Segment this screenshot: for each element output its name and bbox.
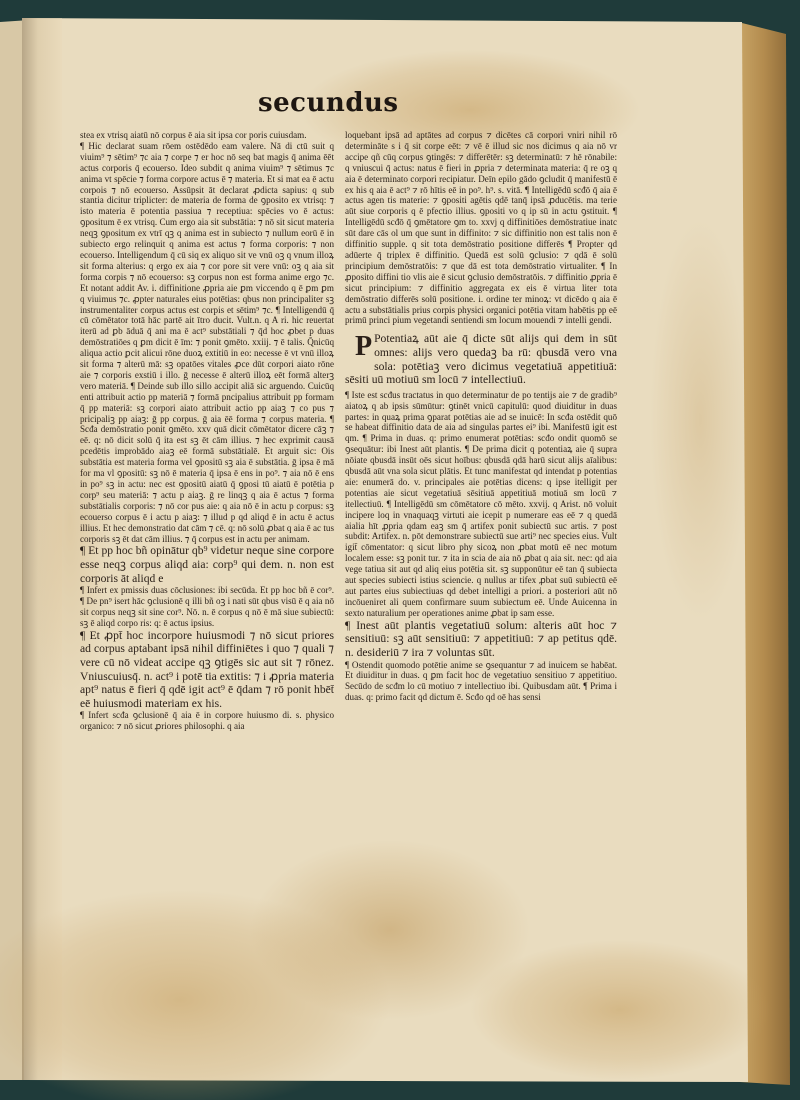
left-column xyxy=(80,130,334,890)
right-aristotle-text-1 xyxy=(345,332,617,386)
stain-bottom-right xyxy=(470,940,770,1080)
left-aristotle-text-2: ¶ Et ꝓpt̄ hoc incorpore huiusmodi ⁊ nō sicut priores ad corpus aptabant ipsā nihil diffiniētes i quo ⁊ quali ⁊ vere cū nō videat accipe qꝫ ꝯtigēs sic aut sit ⁊ rōnez. Vniuscuiusq̄. n. act⁹ i potē tia extitis: ⁊ i ꝓpria materia apt⁹ natus ē fieri q̄ qdē igit act⁹ ē q̄dam ⁊ rō ponit hbēt̄ eē huiusmodi materiam ex his. xyxy=(80,628,334,710)
right-column xyxy=(345,130,617,890)
left-commentary-4: ¶ Infert scđa ꝯclusionē q̄ aia ē in corpore huiusmo di. s. physico organico: ⁊ nō sicut ꝓriores philosophi. q aia xyxy=(80,710,334,732)
running-head: secundus xyxy=(258,88,399,118)
left-commentary-2: ¶ Hic declarat suam rōem ostēdēdo eam valere. Nā di ctū suit q viuim⁹ ⁊ sētim⁹ ⁊c aia ⁊ corpe ⁊ er hoc nō seq bat magis q̄ anima ēēt actus corporis q̄ ecouerso. Ideo subdit q anima viuim⁹ ⁊ sētimus ⁊c anima vt spēcie ⁊ forma corpore actus ē ⁊ materia. Et si mat ea ē actu corpois ⁊ nō ecouerso. Assūpsit āt declarat ꝓdicta sapius: q sub stantia dicitur triplicter: de materia de forma de ꝯposito ex vtrisq: ⁊ isto materia ē potentia passiua ⁊ receptiua: spēcies vo ē actus: ꝯpositum ē ex vtrisq. Cum ergo aia sit substātia: ⁊ nō sit sicut materia neqꝫ ꝯpositum ex vtrī qꝫ q anima est in subiecto ⁊ nullum eorū ē in subiecto ergo relinquit q anima est actus ⁊ forma corporis: ⁊ non ecouerso. Intelligendum q̄ cū siq ex aliquo sit ve vnū oꝫ q vnum illoꝝ sit forma alterius: q ergo ex aia ⁊ cor pore sit vere vnū: oꝫ q aia sit forma corpis ⁊ nō ecouerso: sꝫ corpus non est forma anime ergo ⁊c. Et notant addit Av. i. diffinitione ꝓpria aie ꝑm viccendo q ē ꝑm ꝑm q viuimus ⁊c. ꝓpter naturales eius potētias: qbus non principaliter sꝫ instrumentaliter corpus actus est corpis et sētim⁹ ⁊c. ¶ Intelligendū q̄ cū cōmētator totā hāc partē ait ītro ducit. Vult.n. q A ri. hic reuertat iterū ad ꝑb āduā q̄ ani ma ē act⁹ substātiali ⁊ q̄d hoc ꝓbet p duas demōstratiōes q ꝑm dicit ē īm: ⁊ ponit ꝯmēto. xxiij. ⁊ ē talis. Q̄nicūq aliqua actio ꝑcit alicui rōne duoꝝ extitiū in eo: necesse ē vt vnū illoꝝ sit forma ⁊ alterū mā: sꝫ opatōes vitales ꝓce dūt corpori aiato rōne aie ⁊ corporis exstiū i illo. ḡ necesse ē alterū illoꝝ eēt formā alterꝫ vero materiā. ¶ Deinde sub illo sillo accipit aliā sic arguendo. Cuicūq enti attribuit actio pp materiā ⁊ formā pncipalius attribuit pp formam q̄ pp materiā: sꝫ corpori aiato attribuit actio pp aiaꝫ ⁊ co pus ⁊ pricipaliꝫ pp aiaꝫ: ḡ pp corpus. ḡ aia ēē forma ⁊ corpus materia. ¶ Scđa demōstratio ponit ꝯmēto. xxv quā dicit cōmētator dicere cāꝫ ⁊ eē. q: nō dicit solū q̄ ita est sꝫ ēt cām illius. ⁊ hec exprimit causā pcedētis improbādo aiaꝫ eē formā substātialē. Et arguit sic: Ois substātia est materia forma vel ꝯpositū sꝫ aia ē substātia. ḡ ipsa ē mā for ma vl ꝯpositū: sꝫ nō ē materia q̄ ipsa ē ens in po⁹. ⁊ aia nō ē ens in po⁹ sꝫ in actu: nec est ꝯpositū aiatū q̄ ꝯposi tū aiatū ē potētia p corp⁹ seu materiā: ⁊ actu p aiaꝫ. ḡ re linqꝫ q aia ē actus ⁊ forma substātialis corporis: ⁊ nō cor pus aie: q aia nō ē in actu p corpus: sꝫ ecouerso corpus ē i actu p aiaꝫ: ⁊ illud p qd aliqd ē in actu ē actus illius. Et hec demonstratio dat cām ⁊ cē. q: nō solū ꝓbat q aia ē ac tus corporis sꝫ ēt dat cām illius. ⁊ q̄ corpus est in actu per animam. xyxy=(80,140,334,544)
right-aristotle-text-1-body: Potentiaꝝ aūt aie q̄ dicte sūt alijs qui dem in sūt omnes: alijs vero quedaꝫ ba rū: qbusdā vero vna sola: potētiaꝫ vero dicimus vegetatiuā appetitiuā: sēsiti uū motiuū sm locū ⁊ intellectiuū. xyxy=(345,332,617,387)
drop-cap-letter: P xyxy=(355,331,373,363)
left-aristotle-text-1: ¶ Et pp hoc bñ opinātur qb⁹ videtur neque sine corpore esse neqꝫ corpus aliqd aia: corp⁹ qui dem. n. non est corporis āt aliqd e xyxy=(80,544,334,585)
left-commentary-3: ¶ Infert ex pmissis duas cōclusiones: ibi secūda. Et pp hoc bñ ē cor⁹. ¶ De pn⁹ isert hāc ꝯclusionē q illi bñ oꝫ i nati sūt qbus visū ē q aia nō sit corpus neqꝫ sit sine cor⁹. Nō. n. ē corpus q nō ē mā siue subiectū: sꝫ ē aliqd corpo ris: q: ē actus ipsius. xyxy=(80,585,334,628)
left-commentary-1: stea ex vtrisq aiatū nō corpus ē aia sit ipsa cor poris cuiusdam. xyxy=(80,130,307,140)
right-aristotle-text-2: ¶ Inest aūt plantis vegetatiuū solum: alteris aūt hoc ⁊ sensitiuū: sꝫ aūt sensitiuū: ⁊ appetitiuū: ⁊ ap petitus qdē. n. desideriū ⁊ ira ⁊ voluntas sūt. xyxy=(345,618,617,659)
right-commentary-3: ¶ Ostendit quomodo potētie anime se ꝯsequantur ⁊ ad inuicem se habēat. Et diuiditur in duas. q ꝑm facit hoc de vegetatiuo sensitiuo ⁊ appetitiuo. Secūdo de scđm lo cū motiuo ⁊ intellectiuo ibi. Quibusdam aūt. ¶ Prima i duas. q: primo facit qd dictum ē. Scđo qd oē has sensi xyxy=(345,659,617,703)
right-commentary-1: loquebant ipsā ad aptātes ad corpus ⁊ dicētes cā corpori vniri nihil rō determināte s i q̄ sit corpe eēt: ⁊ vē ē illud sic nos dicimus q aia nō vr accipe qñ cūq corpus ꝯtingēs: ⁊ differētēr: sꝫ determinatū: ⁊ hē rōnabile: q vniuscui q̄ actus: natus ē fieri in ꝓpria ⁊ determinata materia: q̄ re oꝫ q aia ē determinato corpori recipiatur. Deīn epilo gādo ꝯcludit q̄ manifestū ē ex his q aia ē act⁹ ⁊ rō hītis eē in po⁹. h⁹. s. vitā. ¶ Intelligēdū scđō q̄ aia ē actus agen tis materie: ⁊ ꝯpositi agētis qdē tanq̄ ipsā ꝓducētis. ma terie aūt siue corporis q ē pfectio illius. ꝯpositi vo q ip sū in actu ꝯstituit. ¶ Intelligēdū scđō q̄ ꝯmētatore ꝯm to. xxvj q diffinitiōes demōstratiue inatc sūt dare cās ol um que sunt in diffinito: ⁊ sic diffinitio non est talis non ē diffinitio supple. q sit tota demōstratio positione differēs ¶ Propter qd adūerte q̄ triplex ē diffinitio. Quedā est solū ꝯclusio: ⁊ qdā ē solū principium demōstratōis: ⁊ que dā est tota demōstratio virtualiter. ¶ In ꝓposito diffini tio vlis aie ē sicut ꝯclusio demōstratōis. ⁊ diffinitio ꝓpria ē sicut principium: ⁊ diffinitio aggregata ex eis ē virtua liter tota demōstratio differēs solū positione. i. ordine ter minoꝝ: vt dicēdo q aia ē actu a substātialis prius corpis physici organici potētia vitam habētis pp eē primū princi pium vegetandi sentiendi sm locum mouendi ⁊ intelli gendi. xyxy=(345,130,617,326)
stain-right-mid xyxy=(650,220,750,620)
right-commentary-2: ¶ Iste est scđus tractatus in quo determinatur de po tentijs aie ⁊ de gradib⁹ aiatoꝝ q ab ipsis sūmūtur: ꝯtinēt vnicū capitulū: quod diuiditur in duas partes: in quaꝝ prima ꝯparat potētias aie ad se inuicē: In scđa ostēdit quō se habeat diffinitio data de aia ad singulas partes ei⁹ ibi. Manifestū igit est qm. ¶ Prima in duas. q: primo enumerat potētias: scđo ondit quomō se ꝯsequātur: ibi Inest aūt plantis. ¶ De prima dicit q potentiaꝝ aie q̄ supra nōiate qbusdā insūt oēs sicut hoībus: qbusdā qdā harū sicut alijs aīalibus: qbusdā aūt vna sola sicut plātis. Et tunc manifestat qd intendat p potentias aie: enumerā do. v. principales aie potētias dicens: q ipse itelligit per potentias aie sicut vegetatiuā sēsitiuā appetitiuā motiuā sm locū ⁊ itellectiuū. ¶ Intelligēdū sm cōmētatore cō mēto. xxvij. q Arist. nō voluit incipere loq in vnaquaqꝫ virtuti aie icepit p numerare eas eē ⁊ q quedā aialia hīt ꝓpria qdam eaꝫ sm q̄ artifex ponit subiectū suc artis. ⁊ post subdit: Artifex. n. pōt demonstrare subiectū sue arti⁹ nec species eius. Vult igit̄ cōmentator: q sicut libro phy sicoꝝ non ꝓbat motū eē nec motum localem esse: sꝫ ponit tur. ⁊ ita in scia de aia nō ꝓbat q aia sit. nec: qd aia vege tatiua sit aut qd aliq eius potētia sit. sꝫ supponūtur eē tan q̄ subiecta aut species subiecti istius sciencie. q nullus ar tifex ꝓbat suū subiectū eē aut partes eius subiectiuas qd debet intelligi a priori. a posteriori aūt nō incōueniret ali quem confirmare suum subiectum eē. Unde Auicenna in sexto naturalium per operationes anime ꝓbat ip sam esse. xyxy=(345,389,617,618)
